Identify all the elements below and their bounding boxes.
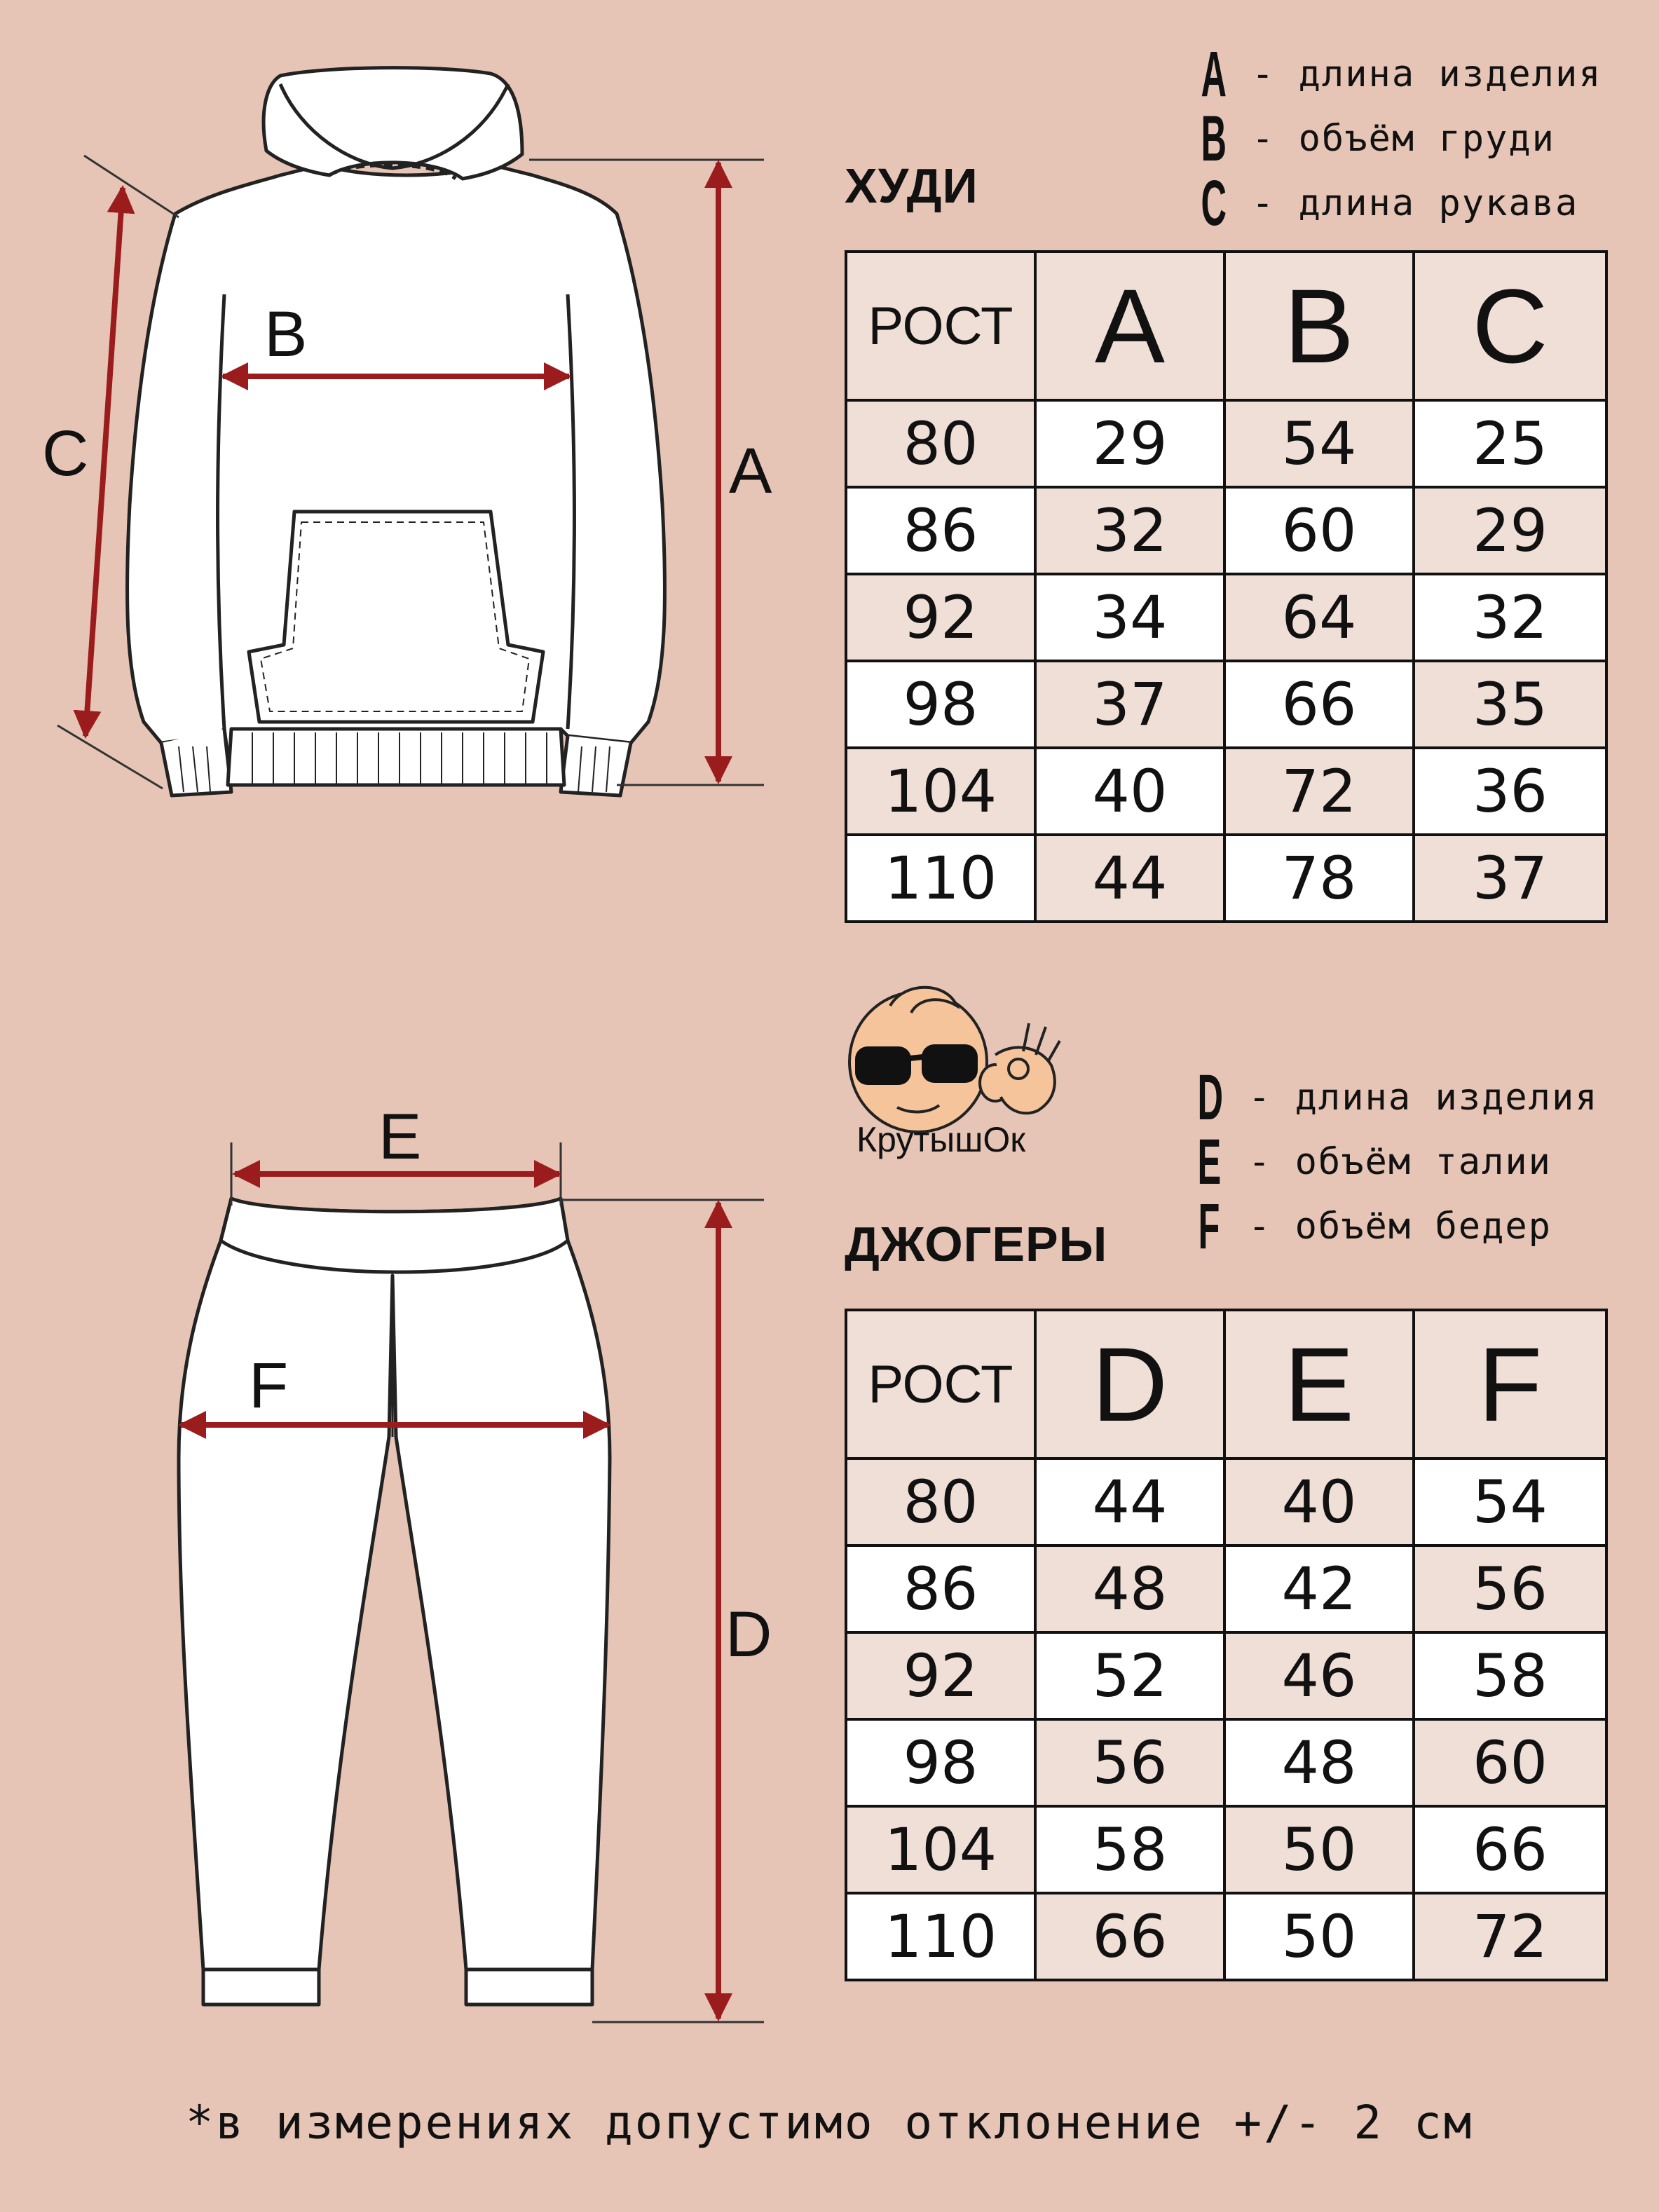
cell: 37 — [1035, 661, 1224, 748]
cell: 29 — [1414, 487, 1606, 574]
cell: 72 — [1224, 748, 1414, 835]
dim-label-f: F — [249, 1350, 289, 1421]
cell: 72 — [1414, 1893, 1606, 1980]
cell: 66 — [1414, 1806, 1606, 1893]
cell: 60 — [1414, 1719, 1606, 1806]
legend-text: - длина рукава — [1252, 182, 1579, 224]
table-header-row — [846, 252, 1606, 400]
header-rost: РОСТ — [846, 1310, 1035, 1459]
cell: 54 — [1224, 400, 1414, 487]
cell-height: 92 — [846, 1632, 1035, 1719]
cell: 44 — [1035, 1459, 1224, 1545]
cell: 66 — [1224, 661, 1414, 748]
cell-height: 80 — [846, 1459, 1035, 1545]
hoodie-legend — [1192, 39, 1602, 239]
joggers-legend — [1188, 1062, 1599, 1262]
cell: 56 — [1035, 1719, 1224, 1806]
cell: 25 — [1414, 400, 1606, 487]
joggers-size-table — [845, 1309, 1608, 1981]
cell: 42 — [1224, 1545, 1414, 1632]
table-row — [846, 661, 1606, 748]
cell-height: 86 — [846, 1545, 1035, 1632]
table-row — [846, 1459, 1606, 1545]
dim-label-a: A — [729, 435, 772, 507]
table-row — [846, 487, 1606, 574]
header-b: B — [1224, 252, 1414, 400]
cell-height: 104 — [846, 748, 1035, 835]
legend-letter: A — [1201, 39, 1227, 110]
legend-letter: D — [1197, 1062, 1224, 1133]
cell: 40 — [1035, 748, 1224, 835]
cell: 52 — [1035, 1632, 1224, 1719]
cell-height: 92 — [846, 574, 1035, 661]
cell-height: 104 — [846, 1806, 1035, 1893]
cell: 50 — [1224, 1893, 1414, 1980]
cell-height: 80 — [846, 400, 1035, 487]
brand-mascot-icon — [849, 988, 1060, 1132]
cell-height: 110 — [846, 835, 1035, 922]
cell: 64 — [1224, 574, 1414, 661]
header-e: E — [1224, 1310, 1414, 1459]
header-c: C — [1414, 252, 1606, 400]
legend-item — [1188, 1062, 1599, 1133]
dim-label-c: C — [42, 418, 89, 489]
joggers-title: ДЖОГЕРЫ — [845, 1217, 1108, 1271]
dim-label-b: B — [264, 299, 308, 370]
cell: 50 — [1224, 1806, 1414, 1893]
brand-name: КрутышОк — [856, 1120, 1026, 1159]
cell: 58 — [1035, 1806, 1224, 1893]
dim-label-d: D — [725, 1599, 772, 1670]
legend-text: - объём талии — [1248, 1141, 1552, 1183]
table-row — [846, 1632, 1606, 1719]
legend-letter: C — [1201, 168, 1227, 239]
hoodie-drawing — [128, 68, 665, 796]
cell: 32 — [1414, 574, 1606, 661]
cell: 36 — [1414, 748, 1606, 835]
legend-item — [1188, 1126, 1599, 1198]
table-row — [846, 574, 1606, 661]
joggers-drawing — [179, 1199, 610, 2005]
header-f: F — [1414, 1310, 1606, 1459]
table-row — [846, 1545, 1606, 1632]
dim-label-e: E — [378, 1101, 422, 1173]
table-row — [846, 1719, 1606, 1806]
table-row — [846, 1893, 1606, 1980]
hoodie-size-table — [845, 250, 1608, 923]
cell: 48 — [1224, 1719, 1414, 1806]
table-row — [846, 400, 1606, 487]
legend-letter: B — [1201, 103, 1227, 175]
cell: 54 — [1414, 1459, 1606, 1545]
legend-item — [1192, 39, 1602, 110]
legend-item — [1192, 168, 1602, 239]
header-d: D — [1035, 1310, 1224, 1459]
legend-item — [1188, 1191, 1599, 1262]
cell-height: 98 — [846, 661, 1035, 748]
arrow-c — [86, 188, 123, 736]
table-header-row — [846, 1310, 1606, 1459]
hoodie-title: ХУДИ — [845, 158, 978, 213]
legend-text: - объём бедер — [1248, 1206, 1552, 1248]
cell: 40 — [1224, 1459, 1414, 1545]
cell: 35 — [1414, 661, 1606, 748]
cell: 78 — [1224, 835, 1414, 922]
cell: 37 — [1414, 835, 1606, 922]
header-a: A — [1035, 252, 1224, 400]
cell: 34 — [1035, 574, 1224, 661]
table-row — [846, 748, 1606, 835]
header-rost: РОСТ — [846, 252, 1035, 400]
legend-text: - длина изделия — [1248, 1077, 1599, 1119]
cell: 60 — [1224, 487, 1414, 574]
table-row — [846, 835, 1606, 922]
cell: 48 — [1035, 1545, 1224, 1632]
cell: 32 — [1035, 487, 1224, 574]
footnote: *в измерениях допустимо отклонение +/- 2 см — [185, 2096, 1474, 2150]
cell-height: 98 — [846, 1719, 1035, 1806]
legend-text: - объём груди — [1252, 118, 1555, 160]
legend-text: - длина изделия — [1252, 53, 1602, 95]
cell-height: 110 — [846, 1893, 1035, 1980]
cell-height: 86 — [846, 487, 1035, 574]
legend-letter: E — [1197, 1126, 1222, 1198]
cell: 46 — [1224, 1632, 1414, 1719]
cell: 58 — [1414, 1632, 1606, 1719]
legend-letter: F — [1198, 1191, 1220, 1262]
legend-item — [1192, 103, 1602, 175]
cell: 29 — [1035, 400, 1224, 487]
cell: 56 — [1414, 1545, 1606, 1632]
cell: 66 — [1035, 1893, 1224, 1980]
table-row — [846, 1806, 1606, 1893]
cell: 44 — [1035, 835, 1224, 922]
